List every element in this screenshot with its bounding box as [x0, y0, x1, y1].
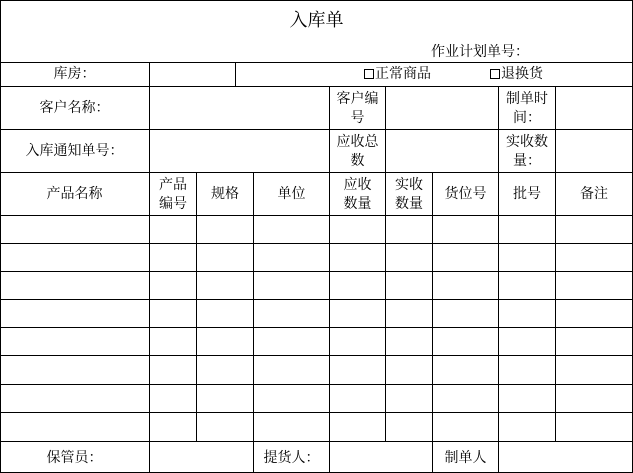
col-product-code-line1: 产品 [159, 177, 187, 193]
col-unit: 单位 [277, 186, 306, 202]
normal-goods-option[interactable] [364, 65, 431, 83]
total-due-label-line1: 应收总 [336, 134, 379, 150]
return-goods-option[interactable] [490, 65, 543, 83]
rule [235, 62, 236, 86]
normal-goods-label: 正常商品 [375, 66, 431, 82]
customer-code-label-line1: 客户编 [336, 91, 379, 107]
actual-qty-label-line2: 量： [513, 153, 541, 169]
rule [0, 62, 633, 63]
rule [0, 412, 633, 413]
return-goods-label: 退换货 [501, 66, 543, 82]
rule [0, 243, 633, 244]
rule [149, 62, 150, 86]
rule [0, 172, 633, 173]
warehouse-label: 库房： [53, 66, 96, 82]
col-due-qty-line2: 数量 [343, 196, 372, 212]
col-due-qty-line1: 应收 [343, 177, 372, 193]
actual-qty-label-line1: 实收数 [506, 134, 548, 150]
rule [329, 441, 330, 473]
total-due-label-line2: 数 [350, 153, 365, 169]
col-remark: 备注 [580, 186, 608, 202]
rule [432, 172, 433, 441]
rule [498, 172, 499, 441]
customer-name-label: 客户名称： [39, 100, 110, 116]
rule [0, 384, 633, 385]
col-actual-qty-line1: 实收 [395, 177, 423, 193]
rule [0, 327, 633, 328]
picker-label: 提货人： [263, 450, 320, 466]
rule [196, 172, 197, 441]
keeper-label: 保管员： [46, 450, 103, 466]
col-location-no: 货位号 [444, 186, 487, 202]
col-spec: 规格 [211, 186, 239, 202]
made-time-label-line1: 制单时 [506, 91, 548, 107]
rule [385, 86, 386, 172]
col-product-name: 产品名称 [46, 186, 103, 202]
checkbox-icon[interactable] [364, 69, 374, 79]
rule [149, 86, 150, 172]
checkbox-icon[interactable] [490, 69, 500, 79]
rule [0, 0, 633, 1]
rule [149, 441, 150, 473]
rule [0, 299, 633, 300]
col-product-code-line2: 编号 [159, 196, 187, 212]
form-title: 入库单 [289, 10, 344, 31]
rule [0, 86, 633, 87]
rule [0, 441, 633, 442]
maker-label: 制单人 [444, 450, 487, 466]
rule [555, 172, 556, 441]
rule [0, 215, 633, 216]
col-batch-no: 批号 [513, 186, 541, 202]
rule [253, 172, 254, 441]
col-actual-qty-line2: 数量 [395, 196, 423, 212]
rule [0, 271, 633, 272]
notice-no-label: 入库通知单号： [25, 143, 124, 159]
rule [0, 355, 633, 356]
customer-code-label-line2: 号 [350, 110, 365, 126]
rule [0, 129, 633, 130]
plan-no-label: 作业计划单号： [431, 44, 529, 60]
rule [555, 86, 556, 172]
made-time-label-line2: 间： [513, 110, 541, 126]
rule [498, 441, 499, 473]
